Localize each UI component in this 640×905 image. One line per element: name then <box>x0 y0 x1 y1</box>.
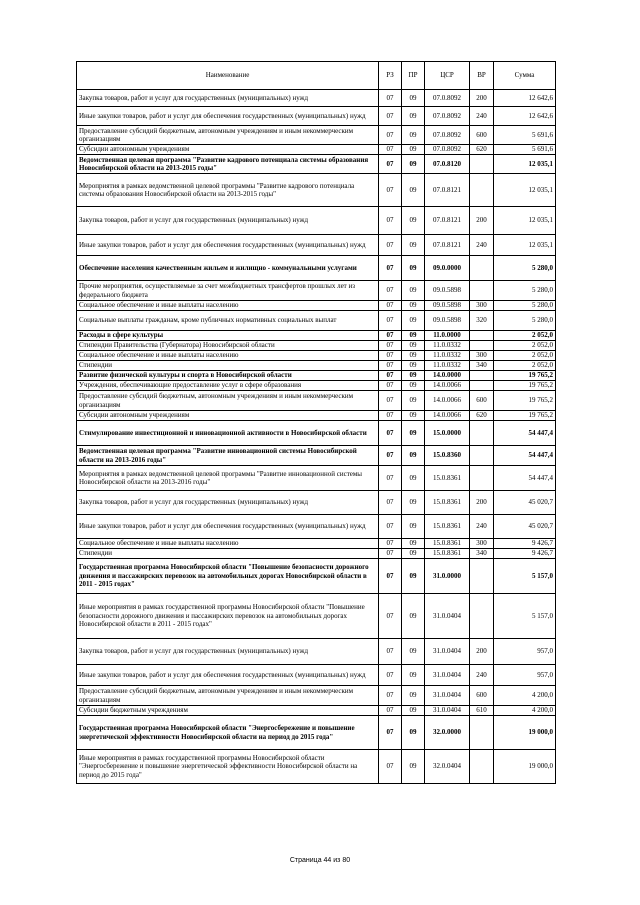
cell-name: Социальное обеспечение и иные выплаты населению <box>77 539 379 549</box>
cell-sum: 12 642,6 <box>494 90 556 107</box>
cell-sum: 5 691,6 <box>494 145 556 155</box>
table-row <box>77 466 556 491</box>
cell-name: Мероприятия в рамках ведомственной целевой программы "Развитие кадрового потенциала системы образования Новосибирской области на 2013-2015 годы" <box>77 174 379 207</box>
cell-pr: 09 <box>402 686 425 706</box>
cell-pr: 09 <box>402 301 425 311</box>
cell-sum: 19 765,2 <box>494 411 556 421</box>
table-row <box>77 539 556 549</box>
cell-rz: 07 <box>379 706 402 716</box>
cell-csr: 31.0.0404 <box>425 706 470 716</box>
cell-csr: 31.0.0404 <box>425 686 470 706</box>
cell-rz: 07 <box>379 446 402 466</box>
cell-sum: 9 426,7 <box>494 549 556 559</box>
cell-vr: 340 <box>470 361 494 371</box>
cell-csr: 14.0.0066 <box>425 381 470 391</box>
cell-sum: 5 157,0 <box>494 559 556 594</box>
cell-csr: 14.0.0000 <box>425 371 470 381</box>
cell-rz: 07 <box>379 281 402 301</box>
cell-pr: 09 <box>402 126 425 145</box>
cell-csr: 09.0.0000 <box>425 256 470 281</box>
cell-rz: 07 <box>379 539 402 549</box>
cell-pr: 09 <box>402 491 425 515</box>
cell-sum: 5 280,0 <box>494 256 556 281</box>
cell-name: Стимулирование инвестиционной и инновационной активности в Новосибирской области <box>77 421 379 446</box>
table-row <box>77 361 556 371</box>
cell-csr: 31.0.0404 <box>425 594 470 639</box>
cell-name: Предоставление субсидий бюджетным, автономным учреждениям и иным некоммерческим организациям <box>77 686 379 706</box>
cell-csr: 31.0.0000 <box>425 559 470 594</box>
budget-table <box>76 61 556 784</box>
cell-vr <box>470 750 494 784</box>
cell-csr: 11.0.0000 <box>425 331 470 341</box>
cell-vr <box>470 256 494 281</box>
table-row <box>77 331 556 341</box>
cell-csr: 07.0.8121 <box>425 235 470 256</box>
cell-sum: 957,0 <box>494 665 556 686</box>
cell-pr: 09 <box>402 155 425 174</box>
cell-rz: 07 <box>379 371 402 381</box>
cell-csr: 07.0.8092 <box>425 107 470 126</box>
cell-csr: 15.0.8360 <box>425 446 470 466</box>
cell-csr: 15.0.8361 <box>425 466 470 491</box>
cell-rz: 07 <box>379 716 402 750</box>
cell-name: Иные закупки товаров, работ и услуг для обеспечения государственных (муниципальных) нужд <box>77 665 379 686</box>
cell-name: Предоставление субсидий бюджетным, автономным учреждениям и иным некоммерческим организациям <box>77 391 379 411</box>
cell-name: Государственная программа Новосибирской области "Энергосбережение и повышение энергетической эффективности Новосибирской области на период до 2015 года" <box>77 716 379 750</box>
table-row <box>77 750 556 784</box>
cell-rz: 07 <box>379 311 402 331</box>
cell-rz: 07 <box>379 301 402 311</box>
column-header-csr: ЦСР <box>425 62 470 90</box>
cell-name: Развитие физической культуры и спорта в Новосибирской области <box>77 371 379 381</box>
cell-name: Обеспечение населения качественным жильем и жилищно - коммунальными услугами <box>77 256 379 281</box>
column-header-vr: ВР <box>470 62 494 90</box>
cell-vr: 340 <box>470 549 494 559</box>
cell-name: Ведомственная целевая программа "Развитие инновационной системы Новосибирской области на 2013-2016 годы" <box>77 446 379 466</box>
cell-vr <box>470 341 494 351</box>
cell-rz: 07 <box>379 639 402 665</box>
cell-csr: 15.0.8361 <box>425 539 470 549</box>
cell-csr: 09.0.5898 <box>425 311 470 331</box>
cell-vr <box>470 155 494 174</box>
cell-sum: 54 447,4 <box>494 421 556 446</box>
cell-pr: 09 <box>402 207 425 235</box>
cell-sum: 12 035,1 <box>494 174 556 207</box>
table-row <box>77 174 556 207</box>
cell-csr: 15.0.8361 <box>425 515 470 539</box>
cell-sum: 2 052,0 <box>494 351 556 361</box>
cell-pr: 09 <box>402 391 425 411</box>
cell-sum: 19 765,2 <box>494 391 556 411</box>
cell-name: Субсидии автономным учреждениям <box>77 411 379 421</box>
cell-rz: 07 <box>379 256 402 281</box>
cell-name: Государственная программа Новосибирской области "Повышение безопасности дорожного движения и пассажирских перевозок на автомобильных дорогах Новосибирской области в 2011 - 2015 годах" <box>77 559 379 594</box>
cell-name: Мероприятия в рамках ведомственной целевой программы "Развитие инновационной системы Новосибирской области на 2013-2016 годы" <box>77 466 379 491</box>
cell-vr <box>470 174 494 207</box>
column-header-pr: ПР <box>402 62 425 90</box>
cell-pr: 09 <box>402 421 425 446</box>
cell-vr: 300 <box>470 539 494 549</box>
cell-sum: 2 052,0 <box>494 341 556 351</box>
cell-rz: 07 <box>379 341 402 351</box>
cell-rz: 07 <box>379 331 402 341</box>
table-row <box>77 706 556 716</box>
cell-pr: 09 <box>402 107 425 126</box>
cell-rz: 07 <box>379 155 402 174</box>
table-row <box>77 421 556 446</box>
cell-sum: 12 035,1 <box>494 155 556 174</box>
cell-name: Социальное обеспечение и иные выплаты населению <box>77 351 379 361</box>
cell-name: Иные закупки товаров, работ и услуг для обеспечения государственных (муниципальных) нужд <box>77 515 379 539</box>
cell-sum: 957,0 <box>494 639 556 665</box>
cell-vr <box>470 716 494 750</box>
table-row <box>77 716 556 750</box>
table-row <box>77 411 556 421</box>
cell-rz: 07 <box>379 126 402 145</box>
cell-rz: 07 <box>379 559 402 594</box>
table-row <box>77 371 556 381</box>
cell-pr: 09 <box>402 466 425 491</box>
cell-vr: 600 <box>470 391 494 411</box>
cell-csr: 07.0.8092 <box>425 145 470 155</box>
cell-pr: 09 <box>402 281 425 301</box>
cell-csr: 31.0.0404 <box>425 639 470 665</box>
cell-rz: 07 <box>379 145 402 155</box>
cell-vr: 200 <box>470 491 494 515</box>
table-row <box>77 665 556 686</box>
cell-rz: 07 <box>379 174 402 207</box>
table-row <box>77 155 556 174</box>
cell-name: Социальное обеспечение и иные выплаты населению <box>77 301 379 311</box>
column-header-name: Наименование <box>77 62 379 90</box>
cell-csr: 31.0.0404 <box>425 665 470 686</box>
cell-pr: 09 <box>402 331 425 341</box>
cell-vr: 620 <box>470 145 494 155</box>
table-row <box>77 446 556 466</box>
cell-vr <box>470 446 494 466</box>
cell-name: Закупка товаров, работ и услуг для государственных (муниципальных) нужд <box>77 90 379 107</box>
cell-rz: 07 <box>379 750 402 784</box>
cell-pr: 09 <box>402 549 425 559</box>
cell-pr: 09 <box>402 716 425 750</box>
table-row <box>77 559 556 594</box>
cell-name: Социальные выплаты гражданам, кроме публичных нормативных социальных выплат <box>77 311 379 331</box>
cell-pr: 09 <box>402 174 425 207</box>
table-header-row <box>77 62 556 90</box>
cell-sum: 5 691,6 <box>494 126 556 145</box>
cell-name: Иные закупки товаров, работ и услуг для обеспечения государственных (муниципальных) нужд <box>77 107 379 126</box>
cell-vr <box>470 594 494 639</box>
cell-pr: 09 <box>402 341 425 351</box>
cell-sum: 19 765,2 <box>494 371 556 381</box>
cell-vr <box>470 559 494 594</box>
cell-vr: 200 <box>470 207 494 235</box>
table-row <box>77 281 556 301</box>
cell-name: Стипендии Правительства (Губернатора) Новосибирской области <box>77 341 379 351</box>
cell-pr: 09 <box>402 446 425 466</box>
cell-vr: 610 <box>470 706 494 716</box>
cell-rz: 07 <box>379 235 402 256</box>
table-row <box>77 639 556 665</box>
cell-pr: 09 <box>402 381 425 391</box>
cell-rz: 07 <box>379 421 402 446</box>
cell-pr: 09 <box>402 361 425 371</box>
cell-pr: 09 <box>402 256 425 281</box>
cell-csr: 15.0.8361 <box>425 491 470 515</box>
table-row <box>77 381 556 391</box>
cell-csr: 15.0.0000 <box>425 421 470 446</box>
table-row <box>77 145 556 155</box>
cell-vr: 200 <box>470 639 494 665</box>
cell-csr: 07.0.8092 <box>425 126 470 145</box>
page-number: Страница 44 из 80 <box>289 857 351 864</box>
cell-csr: 07.0.8092 <box>425 90 470 107</box>
cell-sum: 2 052,0 <box>494 361 556 371</box>
cell-rz: 07 <box>379 207 402 235</box>
table-row <box>77 311 556 331</box>
cell-csr: 11.0.0332 <box>425 361 470 371</box>
cell-csr: 09.0.5898 <box>425 281 470 301</box>
cell-name: Иные мероприятия в рамках государственной программы Новосибирской области "Энергосбережение и повышение энергетической эффективности Новосибирской области на период до 2015 года" <box>77 750 379 784</box>
cell-csr: 09.0.5898 <box>425 301 470 311</box>
cell-rz: 07 <box>379 466 402 491</box>
cell-csr: 14.0.0066 <box>425 391 470 411</box>
cell-vr: 240 <box>470 665 494 686</box>
cell-vr: 300 <box>470 301 494 311</box>
table-row <box>77 126 556 145</box>
cell-sum: 45 020,7 <box>494 515 556 539</box>
table-row <box>77 107 556 126</box>
cell-pr: 09 <box>402 639 425 665</box>
cell-vr <box>470 421 494 446</box>
cell-name: Стипендии <box>77 361 379 371</box>
column-header-rz: РЗ <box>379 62 402 90</box>
cell-pr: 09 <box>402 145 425 155</box>
cell-rz: 07 <box>379 351 402 361</box>
cell-sum: 12 035,1 <box>494 235 556 256</box>
column-header-sum: Сумма <box>494 62 556 90</box>
cell-name: Субсидии бюджетным учреждениям <box>77 706 379 716</box>
cell-rz: 07 <box>379 391 402 411</box>
cell-sum: 5 157,0 <box>494 594 556 639</box>
cell-name: Предоставление субсидий бюджетным, автономным учреждениям и иным некоммерческим организациям <box>77 126 379 145</box>
cell-pr: 09 <box>402 90 425 107</box>
cell-sum: 2 052,0 <box>494 331 556 341</box>
cell-pr: 09 <box>402 351 425 361</box>
table-row <box>77 594 556 639</box>
cell-name: Учреждения, обеспечивающие предоставление услуг в сфере образования <box>77 381 379 391</box>
cell-csr: 07.0.8121 <box>425 174 470 207</box>
table-row <box>77 391 556 411</box>
cell-rz: 07 <box>379 411 402 421</box>
cell-vr: 600 <box>470 686 494 706</box>
cell-rz: 07 <box>379 515 402 539</box>
cell-csr: 07.0.8121 <box>425 207 470 235</box>
cell-sum: 12 035,1 <box>494 207 556 235</box>
cell-vr <box>470 371 494 381</box>
cell-rz: 07 <box>379 665 402 686</box>
cell-pr: 09 <box>402 235 425 256</box>
cell-sum: 19 000,0 <box>494 750 556 784</box>
cell-vr <box>470 381 494 391</box>
table-row <box>77 341 556 351</box>
cell-name: Субсидии автономным учреждениям <box>77 145 379 155</box>
cell-csr: 07.0.8120 <box>425 155 470 174</box>
cell-vr <box>470 466 494 491</box>
table-row <box>77 515 556 539</box>
cell-sum: 4 200,0 <box>494 686 556 706</box>
cell-rz: 07 <box>379 381 402 391</box>
cell-pr: 09 <box>402 311 425 331</box>
cell-rz: 07 <box>379 491 402 515</box>
cell-sum: 5 280,0 <box>494 281 556 301</box>
cell-sum: 19 000,0 <box>494 716 556 750</box>
cell-vr: 240 <box>470 515 494 539</box>
cell-pr: 09 <box>402 665 425 686</box>
cell-sum: 5 280,0 <box>494 311 556 331</box>
cell-name: Расходы в сфере культуры <box>77 331 379 341</box>
table-row <box>77 351 556 361</box>
cell-sum: 54 447,4 <box>494 446 556 466</box>
cell-rz: 07 <box>379 107 402 126</box>
cell-csr: 15.0.8361 <box>425 549 470 559</box>
cell-name: Закупка товаров, работ и услуг для государственных (муниципальных) нужд <box>77 207 379 235</box>
cell-pr: 09 <box>402 706 425 716</box>
table-row <box>77 686 556 706</box>
cell-pr: 09 <box>402 750 425 784</box>
cell-rz: 07 <box>379 594 402 639</box>
cell-vr: 200 <box>470 90 494 107</box>
cell-rz: 07 <box>379 361 402 371</box>
cell-vr: 240 <box>470 107 494 126</box>
cell-pr: 09 <box>402 371 425 381</box>
table-row <box>77 491 556 515</box>
cell-name: Закупка товаров, работ и услуг для государственных (муниципальных) нужд <box>77 491 379 515</box>
cell-csr: 32.0.0000 <box>425 716 470 750</box>
cell-rz: 07 <box>379 549 402 559</box>
cell-rz: 07 <box>379 686 402 706</box>
table-row <box>77 90 556 107</box>
cell-pr: 09 <box>402 559 425 594</box>
cell-vr <box>470 281 494 301</box>
table-body <box>77 90 556 784</box>
table-row <box>77 301 556 311</box>
cell-pr: 09 <box>402 594 425 639</box>
table-row <box>77 207 556 235</box>
cell-csr: 11.0.0332 <box>425 351 470 361</box>
cell-sum: 45 020,7 <box>494 491 556 515</box>
cell-name: Стипендии <box>77 549 379 559</box>
cell-name: Иные мероприятия в рамках государственной программы Новосибирской области "Повышение безопасности дорожного движения и пассажирских перевозок на автомобильных дорогах Новосибирской области в 2011 - 2015 годах" <box>77 594 379 639</box>
cell-sum: 12 642,6 <box>494 107 556 126</box>
cell-pr: 09 <box>402 515 425 539</box>
cell-sum: 9 426,7 <box>494 539 556 549</box>
cell-csr: 14.0.0066 <box>425 411 470 421</box>
cell-sum: 5 280,0 <box>494 301 556 311</box>
cell-pr: 09 <box>402 539 425 549</box>
cell-name: Прочие мероприятия, осуществляемые за счет межбюджетных трансфертов прошлых лет из федерального бюджета <box>77 281 379 301</box>
cell-name: Ведомственная целевая программа "Развитие кадрового потенциала системы образования Новосибирской области на 2013-2015 годы" <box>77 155 379 174</box>
cell-vr: 600 <box>470 126 494 145</box>
cell-csr: 11.0.0332 <box>425 341 470 351</box>
cell-vr: 620 <box>470 411 494 421</box>
cell-vr <box>470 331 494 341</box>
cell-sum: 19 765,2 <box>494 381 556 391</box>
cell-sum: 54 447,4 <box>494 466 556 491</box>
cell-vr: 240 <box>470 235 494 256</box>
cell-name: Закупка товаров, работ и услуг для государственных (муниципальных) нужд <box>77 639 379 665</box>
cell-sum: 4 200,0 <box>494 706 556 716</box>
table-row <box>77 256 556 281</box>
cell-vr: 320 <box>470 311 494 331</box>
cell-pr: 09 <box>402 411 425 421</box>
cell-vr: 300 <box>470 351 494 361</box>
table-row <box>77 549 556 559</box>
cell-csr: 32.0.0404 <box>425 750 470 784</box>
cell-name: Иные закупки товаров, работ и услуг для обеспечения государственных (муниципальных) нужд <box>77 235 379 256</box>
cell-rz: 07 <box>379 90 402 107</box>
table-row <box>77 235 556 256</box>
